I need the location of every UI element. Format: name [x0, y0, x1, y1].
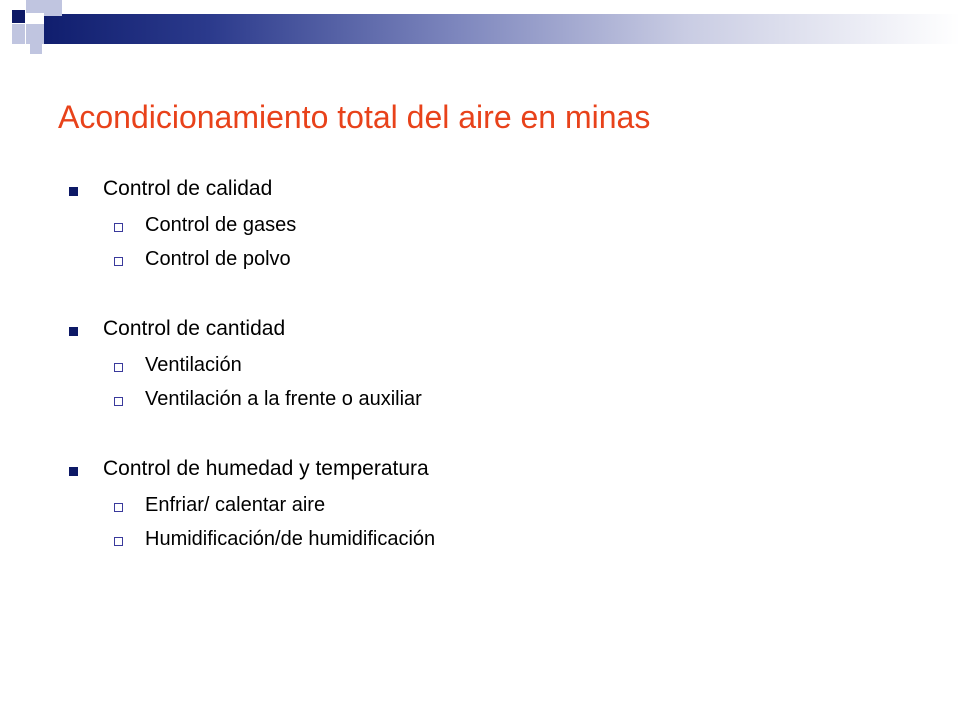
- list-item: Control de gases: [145, 214, 297, 236]
- filled-square-bullet-icon: [69, 327, 78, 336]
- header-light-square-icon: [26, 0, 44, 13]
- filled-square-bullet-icon: [69, 187, 78, 196]
- filled-square-bullet-icon: [69, 467, 78, 476]
- section-heading: Control de humedad y temperatura: [103, 457, 429, 480]
- list-item: Ventilación: [145, 354, 242, 376]
- header-light-square-icon: [12, 24, 25, 44]
- header-light-square-icon: [26, 24, 44, 44]
- header-gradient-bar: [44, 14, 960, 44]
- hollow-square-bullet-icon: [114, 397, 123, 406]
- list-item: Control de polvo: [145, 248, 291, 270]
- list-item: Ventilación a la frente o auxiliar: [145, 388, 422, 410]
- slide-title: Acondicionamiento total del aire en minas: [58, 99, 651, 135]
- hollow-square-bullet-icon: [114, 223, 123, 232]
- hollow-square-bullet-icon: [114, 363, 123, 372]
- hollow-square-bullet-icon: [114, 257, 123, 266]
- list-item: Humidificación/de humidificación: [145, 528, 436, 550]
- section-heading: Control de calidad: [103, 177, 273, 200]
- header-light-square-icon: [30, 44, 42, 54]
- list-item: Enfriar/ calentar aire: [145, 494, 326, 516]
- header-light-square-icon: [44, 0, 62, 16]
- header-dark-square-icon: [12, 10, 25, 23]
- hollow-square-bullet-icon: [114, 537, 123, 546]
- section-heading: Control de cantidad: [103, 317, 286, 340]
- hollow-square-bullet-icon: [114, 503, 123, 512]
